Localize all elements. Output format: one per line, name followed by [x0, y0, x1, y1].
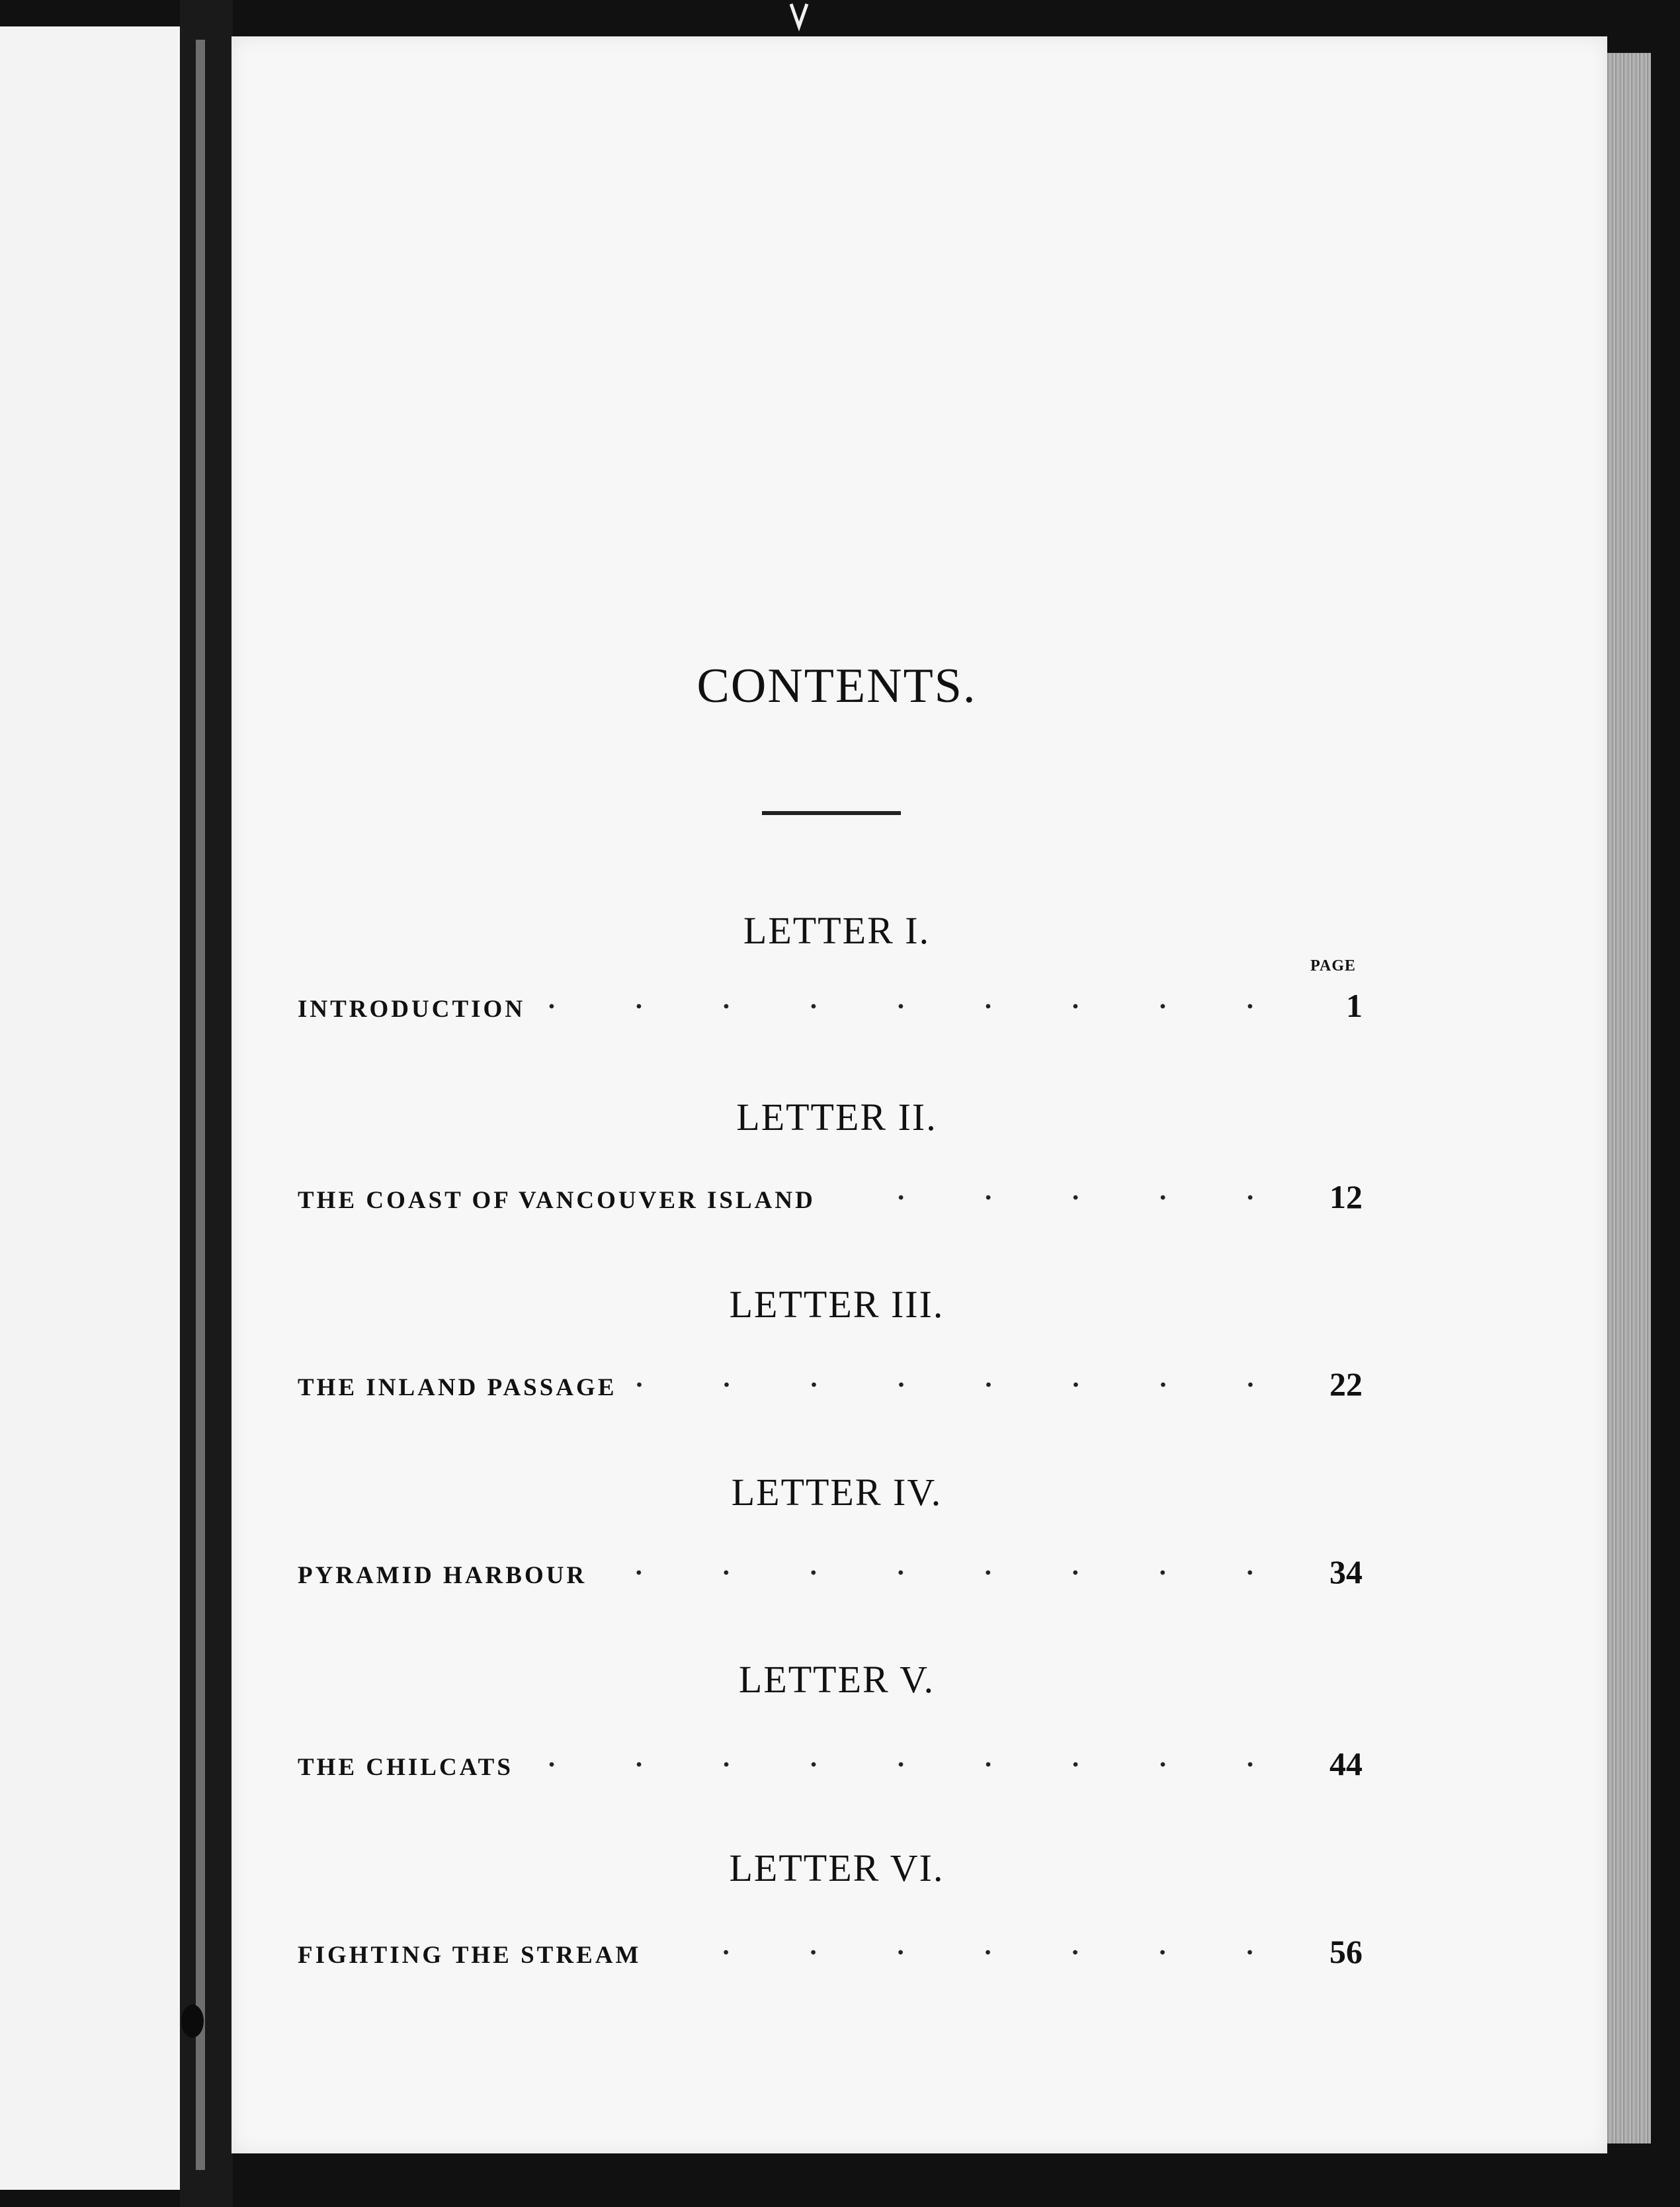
page-column-label: PAGE [1310, 957, 1356, 974]
letter-heading: LETTER II. [736, 1096, 937, 1139]
letter-heading: LETTER I. [743, 909, 931, 952]
dot-leader [633, 1381, 1294, 1388]
title-rule [762, 811, 901, 815]
letter-heading: LETTER VI. [729, 1846, 945, 1889]
letter-heading: LETTER III. [729, 1283, 945, 1326]
entry-title: PYRAMID HARBOUR [298, 1562, 587, 1589]
entry-title: THE INLAND PASSAGE [298, 1374, 617, 1401]
entry-page-number: 22 [1329, 1365, 1363, 1403]
entry-title: THE COAST OF VANCOUVER ISLAND [298, 1187, 816, 1214]
contents-entry[interactable] [298, 1932, 1363, 1972]
dot-leader [529, 1761, 1294, 1768]
entry-page-number: 56 [1329, 1933, 1363, 1970]
crop-mark-icon [787, 0, 811, 32]
letter-heading: LETTER IV. [731, 1471, 943, 1514]
entry-title: THE CHILCATS [298, 1754, 513, 1781]
entry-page-number: 34 [1329, 1553, 1363, 1590]
entry-page-number: 12 [1329, 1178, 1363, 1215]
dot-leader [657, 1949, 1294, 1956]
dot-leader [541, 1003, 1294, 1010]
contents-entry[interactable] [298, 986, 1363, 1026]
contents-entry[interactable] [298, 1745, 1363, 1784]
entry-title: INTRODUCTION [298, 996, 526, 1023]
letter-heading: LETTER V. [738, 1658, 935, 1701]
entry-title: FIGHTING THE STREAM [298, 1942, 642, 1969]
contents-entry[interactable] [298, 1178, 1363, 1217]
entry-page-number: 44 [1329, 1745, 1363, 1782]
entry-page-number: 1 [1346, 987, 1363, 1024]
contents-entry[interactable] [298, 1365, 1363, 1405]
page-title: CONTENTS. [696, 659, 977, 713]
contents-entry[interactable] [298, 1553, 1363, 1592]
ink-blotch [181, 2005, 204, 2038]
dot-leader [831, 1194, 1294, 1201]
dot-leader [603, 1569, 1294, 1576]
